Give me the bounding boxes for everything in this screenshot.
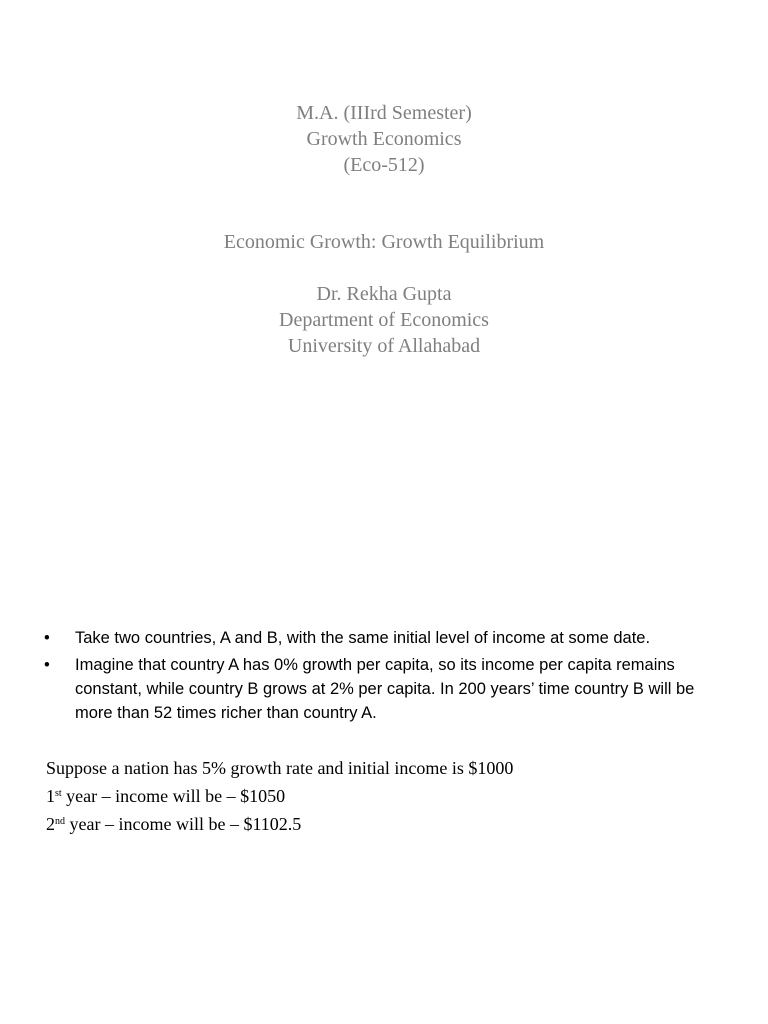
year-number: 1 (46, 786, 55, 806)
author-block (0, 281, 768, 359)
bullet-text: Take two countries, A and B, with the same initial level of income at some date. (75, 629, 651, 647)
ordinal-suffix: nd (55, 816, 65, 827)
year-number: 2 (46, 814, 55, 834)
ordinal-suffix: st (55, 788, 62, 799)
subject-title: Growth Economics (306, 128, 462, 150)
calculation-intro: Suppose a nation has 5% growth rate and initial income is $1000 (46, 758, 514, 778)
course-title: M.A. (IIIrd Semester) (296, 102, 472, 124)
calculation-row (46, 783, 513, 811)
author-university: University of Allahabad (287, 335, 481, 357)
author-name: Dr. Rekha Gupta (316, 283, 452, 305)
year-income-text: year – income will be – $1102.5 (65, 814, 302, 834)
bullet-icon: • (44, 629, 50, 647)
bullet-text: Imagine that country A has 0% growth per capita, so its income per capita remains constant, while country B grows at 2% per capita. In 200 years’ time country B will be more than 52 times richer than country A. (75, 656, 695, 722)
course-code: (Eco-512) (343, 154, 425, 176)
list-item (44, 653, 734, 725)
header-block (0, 100, 768, 178)
year-income-text: year – income will be – $1050 (61, 786, 286, 806)
list-item (44, 626, 734, 650)
calculation-row (46, 811, 513, 839)
author-department: Department of Economics (279, 309, 489, 331)
bullet-list (44, 626, 734, 728)
bullet-icon: • (44, 656, 50, 674)
calculation-block (46, 755, 513, 839)
topic-block (0, 229, 768, 255)
topic-title: Economic Growth: Growth Equilibrium (223, 231, 545, 253)
